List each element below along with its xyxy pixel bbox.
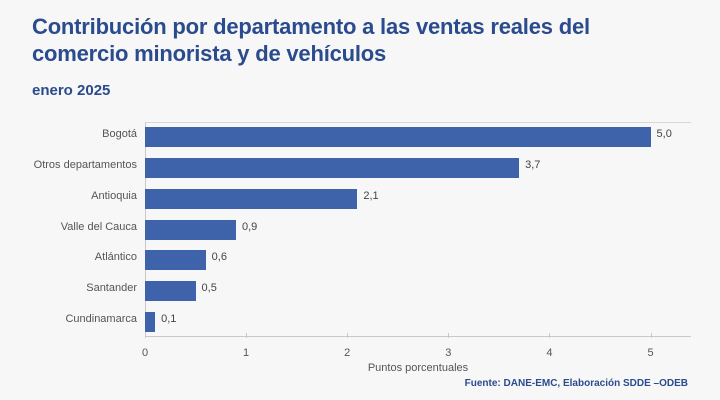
chart-area	[0, 112, 720, 374]
x-axis-tick-label: 3	[445, 347, 452, 359]
bar[interactable]	[145, 250, 206, 270]
x-axis-tick-label: 0	[141, 347, 149, 359]
bar-row	[60, 217, 691, 243]
category-label: Antioquia	[91, 189, 137, 202]
category-label: Atlántico	[94, 251, 137, 264]
bar[interactable]	[145, 220, 236, 240]
bar[interactable]	[145, 312, 155, 332]
bar[interactable]	[145, 281, 196, 301]
page-title: Contribución por departamento a las ventas reales del comercio minorista y de vehículos	[32, 14, 590, 66]
bar-value-label: 0,9	[242, 220, 258, 233]
bar-row	[86, 278, 691, 304]
bar-row	[33, 155, 691, 181]
plot-region	[33, 122, 691, 359]
source-note: Fuente: DANE-EMC, Elaboración SDDE –ODEB	[464, 378, 688, 389]
category-label: Bogotá	[102, 128, 137, 141]
plot-top-border	[145, 122, 691, 123]
x-axis-tick-label: 1	[243, 347, 250, 359]
category-label: Santander	[86, 281, 137, 294]
bar-row	[102, 124, 691, 150]
x-axis-title: Puntos porcentuales	[367, 362, 469, 374]
page-subtitle: enero 2025	[32, 82, 111, 99]
bar-value-label: 0,5	[201, 281, 217, 294]
bar-value-label: 2,1	[363, 189, 379, 202]
category-label: Valle del Cauca	[60, 220, 137, 233]
category-label: Otros departamentos	[33, 159, 137, 172]
bar[interactable]	[145, 189, 357, 209]
bar[interactable]	[145, 127, 651, 147]
x-axis-tick-label: 5	[647, 347, 654, 359]
bar-row	[65, 309, 691, 335]
x-axis-tick-label: 2	[344, 347, 351, 359]
bar[interactable]	[145, 158, 519, 178]
bar-row	[94, 247, 691, 273]
bar-value-label: 0,6	[211, 251, 227, 264]
x-axis-tick-label: 4	[546, 347, 553, 359]
bar-value-label: 5,0	[656, 128, 672, 141]
bar-value-label: 0,1	[161, 312, 177, 325]
x-axis-line	[145, 336, 691, 337]
bar-row	[91, 186, 691, 212]
bar-value-label: 3,7	[525, 159, 541, 172]
category-label: Cundinamarca	[65, 312, 137, 325]
